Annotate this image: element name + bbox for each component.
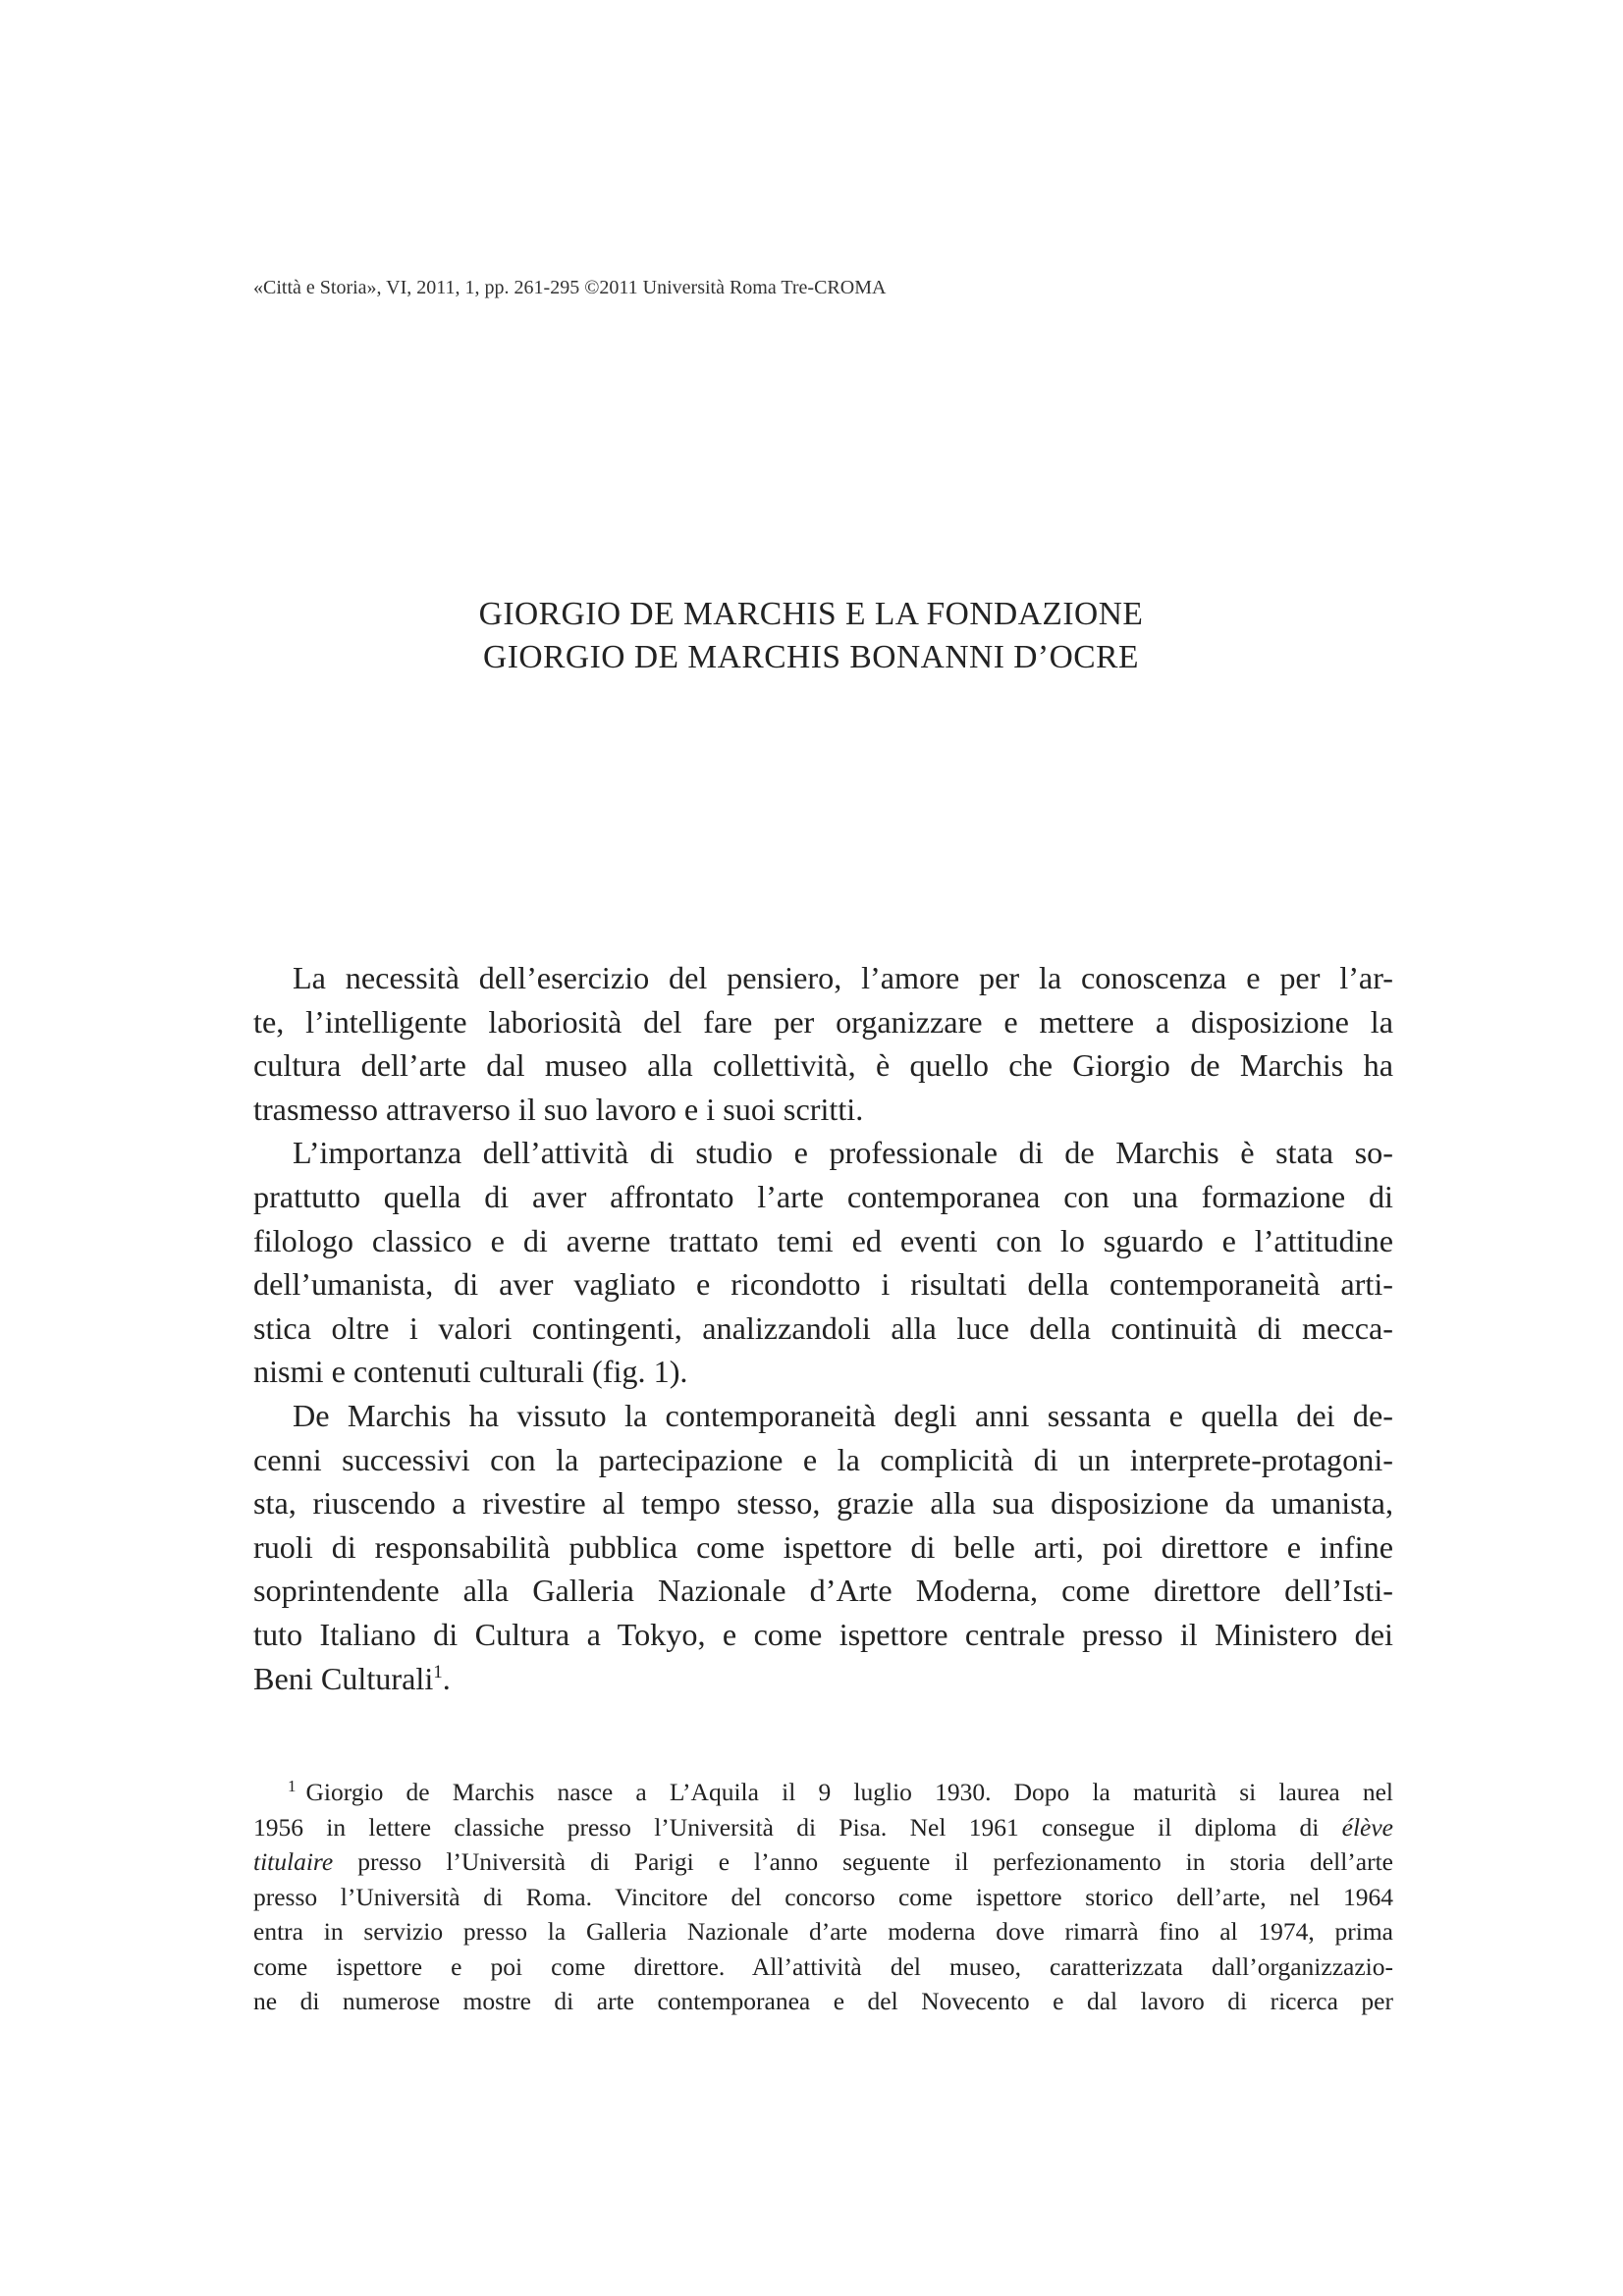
body-line: dell’umanista, di aver vagliato e ricondotto i risultati della contemporaneità arti- [253, 1266, 1393, 1303]
body-line: tuto Italiano di Cultura a Tokyo, e come ispettore centrale presso il Ministero dei [253, 1616, 1393, 1652]
footnote-line [253, 1775, 1393, 1810]
footnotes [253, 1775, 1393, 2019]
body-line: prattutto quella di aver affrontato l’arte contemporanea con una formazione di [253, 1178, 1393, 1214]
footnote-italic-text: titulaire [253, 1847, 334, 1876]
footnote-italic-text: élève [1341, 1812, 1393, 1842]
body-line-text: Beni Culturali [253, 1660, 434, 1696]
footnote-line: presso l’Università di Roma. Vincitore del concorso come ispettore storico dell’arte, nel 1964 [253, 1882, 1393, 1911]
footnote-text: 1956 in lettere classiche presso l’Università di Pisa. Nel 1961 consegue il diploma di [253, 1812, 1320, 1842]
footnote-line: come ispettore e poi come direttore. All’attività del museo, caratterizzata dall’organizzazio- [253, 1951, 1393, 1981]
running-head: «Città e Storia», VI, 2011, 1, pp. 261-295 ©2011 Università Roma Tre-CROMA [253, 277, 887, 298]
body-line: nismi e contenuti culturali (fig. 1). [253, 1354, 688, 1390]
body-line: stica oltre i valori contingenti, analizzandoli alla luce della continuità di mecca- [253, 1309, 1393, 1346]
footnote-text: Giorgio de Marchis nasce a L’Aquila il 9 luglio 1930. Dopo la maturità si laurea nel [305, 1778, 1393, 1806]
article-title [253, 593, 1369, 679]
body-line: trasmesso attraverso il suo lavoro e i suoi scritti. [253, 1091, 864, 1127]
body-line: ruoli di responsabilità pubblica come ispettore di belle arti, poi direttore e infine [253, 1528, 1393, 1565]
body-line: sta, riuscendo a rivestire al tempo stesso, grazie alla sua disposizione da umanista, [253, 1485, 1393, 1522]
body-line: cenni successivi con la partecipazione e la complicità di un interprete-protagoni- [253, 1441, 1393, 1477]
footnote-line [253, 1844, 1393, 1880]
body-line: De Marchis ha vissuto la contemporaneità degli anni sessanta e quella dei de- [293, 1397, 1393, 1433]
footnote-line [253, 1810, 1393, 1845]
title-line-2: GIORGIO DE MARCHIS BONANNI D’OCRE [483, 639, 1139, 675]
body-line: soprintendente alla Galleria Nazionale d’Arte Moderna, come direttore dell’Isti- [253, 1573, 1393, 1609]
footnote-reference[interactable]: 1 [433, 1661, 443, 1682]
body-line: La necessità dell’esercizio del pensiero, l’amore per la conoscenza e per l’ar- [293, 960, 1393, 995]
footnote-marker: 1 [288, 1777, 297, 1795]
footnote-line: entra in servizio presso la Galleria Nazionale d’arte moderna dove rimarrà fino al 1974, prima [253, 1917, 1393, 1946]
body-line [253, 1657, 1393, 1701]
body-line: filologo classico e di averne trattato temi ed eventi con lo sguardo e l’attitudine [253, 1222, 1393, 1258]
title-line-1: GIORGIO DE MARCHIS E LA FONDAZIONE [478, 596, 1144, 632]
body-text [253, 956, 1393, 1700]
body-line: te, l’intelligente laboriosità del fare per organizzare e mettere a disposizione la [253, 1003, 1393, 1040]
body-line: cultura dell’arte dal museo alla collettività, è quello che Giorgio de Marchis ha [253, 1047, 1393, 1084]
footnote-line: ne di numerose mostre di arte contemporanea e del Novecento e dal lavoro di ricerca per [253, 1987, 1393, 2015]
body-line: L’importanza dell’attività di studio e professionale di de Marchis è stata so- [293, 1135, 1393, 1171]
footnote-text: presso l’Università di Parigi e l’anno seguente il perfezionamento in storia dell’arte [357, 1847, 1394, 1876]
body-line-end: . [442, 1660, 451, 1696]
